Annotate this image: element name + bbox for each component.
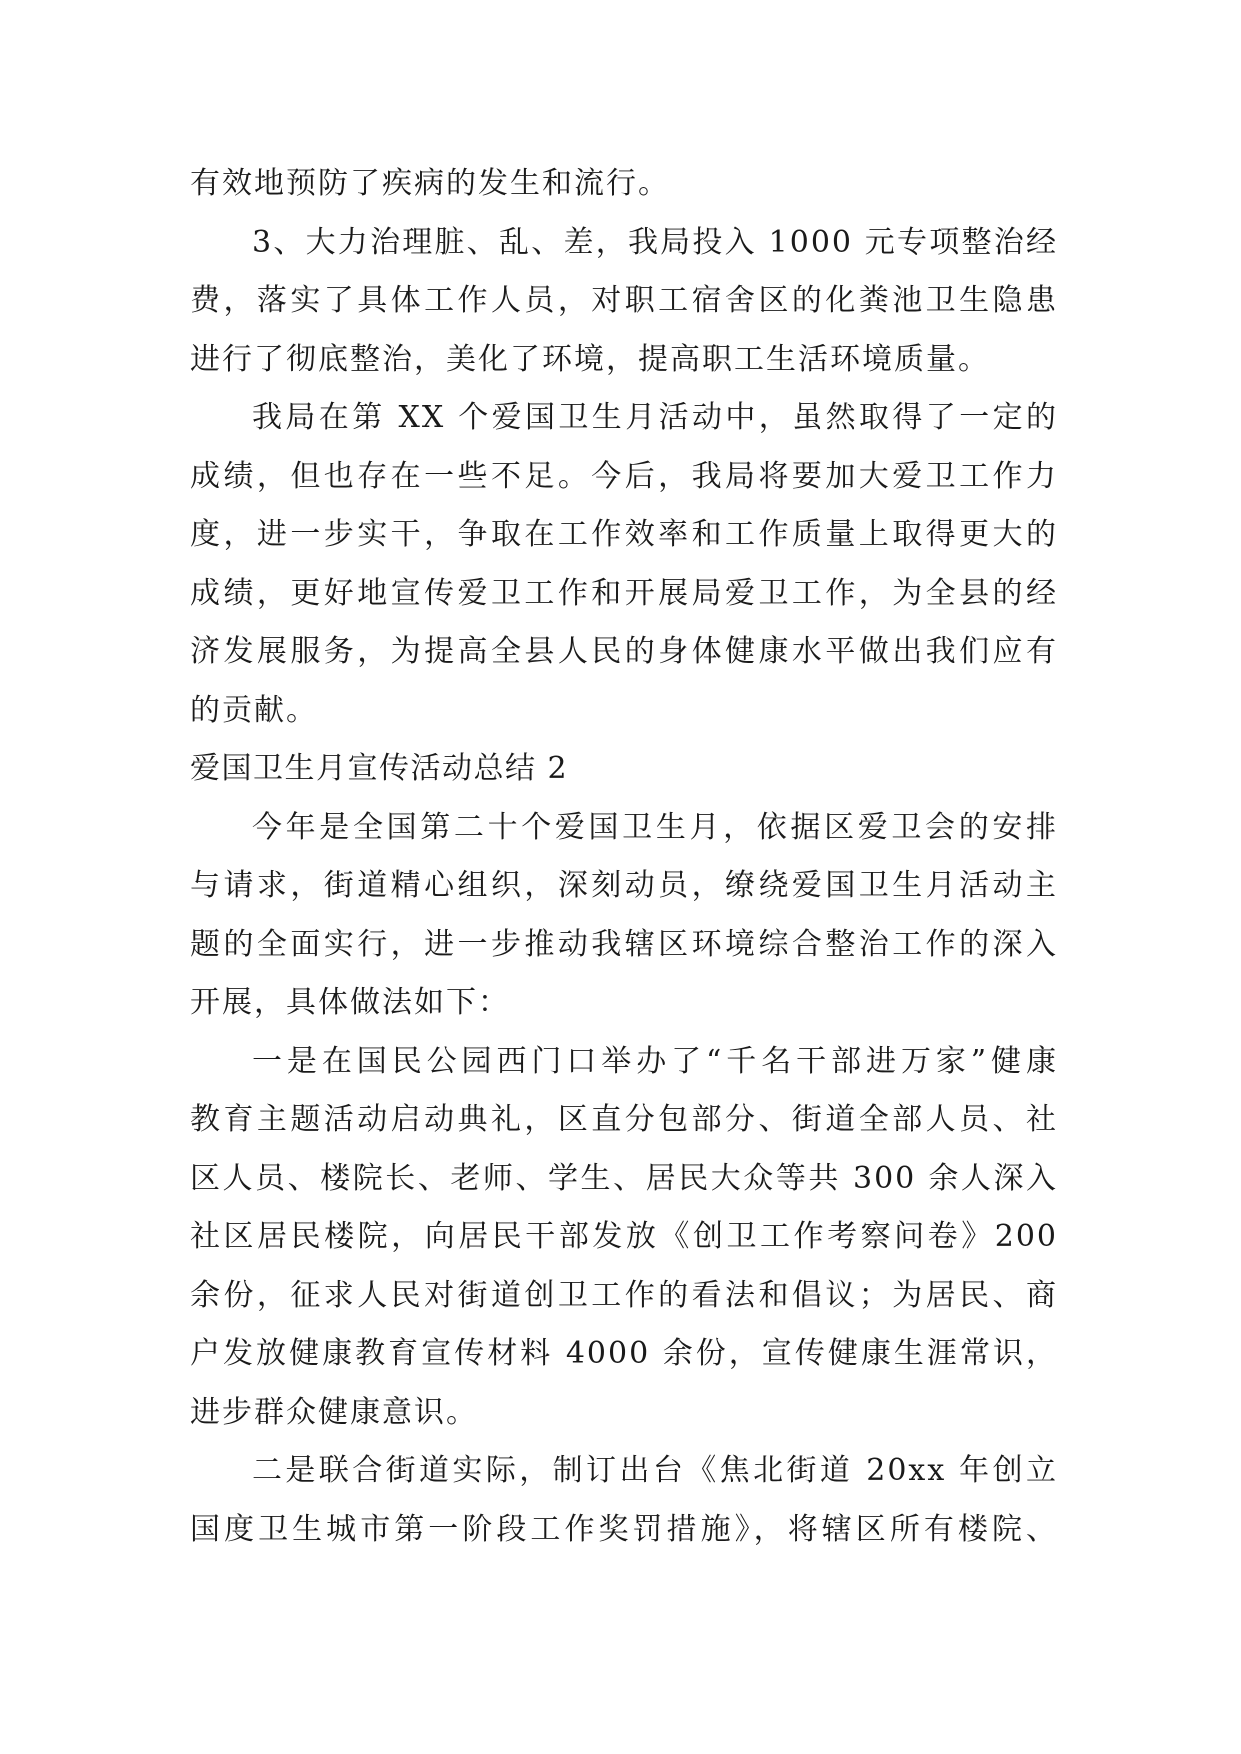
text-line: 户发放健康教育宣传材料 4000 余份，宣传健康生涯常识，: [190, 1336, 1058, 1371]
text-line: 进步群众健康意识。: [190, 1394, 478, 1430]
text-line: 费，落实了具体工作人员，对职工宿舍区的化粪池卫生隐患: [190, 283, 1058, 318]
text-line: 成绩，更好地宣传爱卫工作和开展局爱卫工作，为全县的经: [190, 575, 1058, 611]
text-line: 余份，征求人民对街道创卫工作的看法和倡议；为居民、商: [190, 1277, 1058, 1313]
text-line: 度，进一步实干，争取在工作效率和工作质量上取得更大的: [190, 517, 1058, 552]
text-line: 进行了彻底整治，美化了环境，提高职工生活环境质量。: [190, 341, 990, 377]
text-line: 济发展服务，为提高全县人民的身体健康水平做出我们应有: [190, 634, 1058, 669]
text-line: 教育主题活动启动典礼，区直分包部分、街道全部人员、社: [190, 1102, 1058, 1137]
text-line: 社区居民楼院，向居民干部发放《创卫工作考察问卷》200: [190, 1219, 1058, 1254]
text-line: 的贡献。: [190, 692, 318, 728]
text-line: 题的全面实行，进一步推动我辖区环境综合整治工作的深入: [190, 926, 1058, 962]
text-line: 二是联合街道实际，制订出台《焦北街道 20xx 年创立: [252, 1453, 1058, 1488]
text-line: 区人员、楼院长、老师、学生、居民大众等共 300 余人深入: [190, 1160, 1058, 1196]
text-line: 我局在第 XX 个爱国卫生月活动中，虽然取得了一定的: [252, 400, 1058, 435]
text-line: 今年是全国第二十个爱国卫生月，依据区爱卫会的安排: [252, 809, 1058, 845]
section-heading: 爱国卫生月宣传活动总结 2: [190, 751, 569, 786]
text-line: 有效地预防了疾病的发生和流行。: [190, 166, 670, 201]
text-line: 与请求，街道精心组织，深刻动员，缭绕爱国卫生月活动主: [190, 868, 1058, 903]
text-line: 一是在国民公园西门口举办了“千名干部进万家”健康: [252, 1043, 1058, 1079]
text-line: 3、大力治理脏、乱、差，我局投入 1000 元专项整治经: [252, 224, 1058, 260]
text-line: 成绩，但也存在一些不足。今后，我局将要加大爱卫工作力: [190, 458, 1058, 494]
document-body: [190, 155, 1058, 1559]
text-line: 国度卫生城市第一阶段工作奖罚措施》，将辖区所有楼院、: [190, 1511, 1058, 1547]
text-line: 开展，具体做法如下：: [190, 985, 510, 1020]
